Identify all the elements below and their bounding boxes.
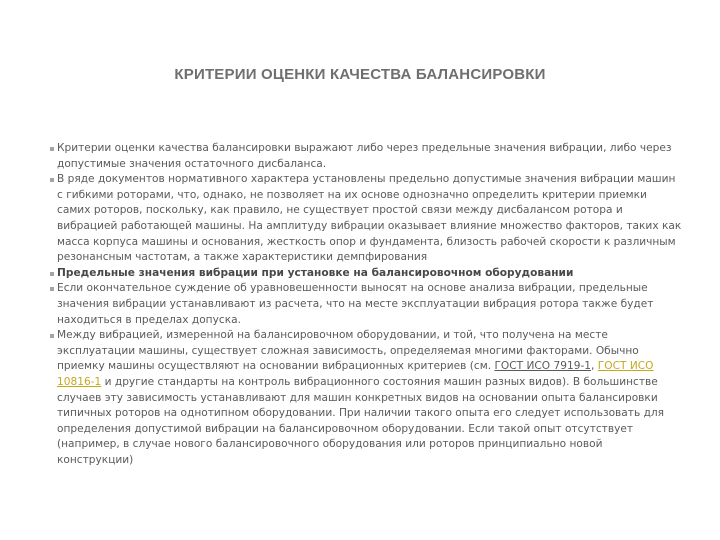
gost-iso-7919-link[interactable]: ГОСТ ИСО 7919-1 [494, 360, 592, 373]
list-item [50, 141, 682, 172]
list-item [50, 328, 682, 468]
bullet-text: В ряде документов нормативного характера установлены предельно допустимые значения вибрации машин с гибкими роторами, что, однако, не позволяет на их основе однозначно определить критерии приемки самих роторов, поскольку, как правило, не существует простой связи между дисбалансом ротора и вибрацией работающей машины. На амплитуду вибрации оказывает влияние множество факторов, таких как масса корпуса машины и основания, жесткость опор и фундамента, близость рабочей скорости к различным резонансным частотам, а также характеристики демпфирования [57, 173, 682, 264]
bullet-square-icon [50, 147, 54, 151]
list-item [50, 172, 682, 266]
link-separator: , [591, 360, 598, 373]
bullet-text: Критерии оценки качества балансировки выражают либо через предельные значения вибрации, либо через допустимые значения остаточного дисбаланса. [57, 142, 672, 170]
bullet-square-icon [50, 272, 54, 276]
gost-iso-10816-link[interactable]: ГОСТ ИСО 10816-1 [57, 360, 654, 388]
list-item [50, 266, 682, 282]
bullet-heading: Предельные значения вибрации при установке на балансировочном оборудовании [57, 266, 574, 279]
slide-title: КРИТЕРИИ ОЦЕНКИ КАЧЕСТВА БАЛАНСИРОВКИ [174, 66, 546, 83]
bullet-square-icon [50, 334, 54, 338]
list-item [50, 281, 682, 328]
bullet-text: Если окончательное суждение об уравновешенности выносят на основе анализа вибрации, предельные значения вибрации устанавливают из расчета, что на месте эксплуатации вибрация ротора также будет находиться в пределах допуска. [57, 282, 654, 326]
bullet-text-part2: и другие стандарты на контроль вибрационного состояния машин разных видов). В большинстве случаев эту зависимость устанавливают для машин конкретных видов на основании опыта балансировки типичных роторов на однотипном оборудовании. При наличии такого опыта его следует использовать для определения допустимой вибрации на балансировочном оборудовании. Если такой опыт отсутствует (например, в случае нового балансировочного оборудования или роторов принципиально новой конструкции) [57, 375, 665, 466]
bullet-square-icon [50, 178, 54, 182]
bullet-text-part1: Между вибрацией, измеренной на балансировочном оборудовании, и той, что получена на месте эксплуатации машины, существует сложная зависимость, определяемая многими факторами. Обычно приемку машины осуществляют на основании вибрационных критериев (см. [57, 329, 639, 373]
bullet-square-icon [50, 287, 54, 291]
bullet-list [50, 141, 682, 468]
